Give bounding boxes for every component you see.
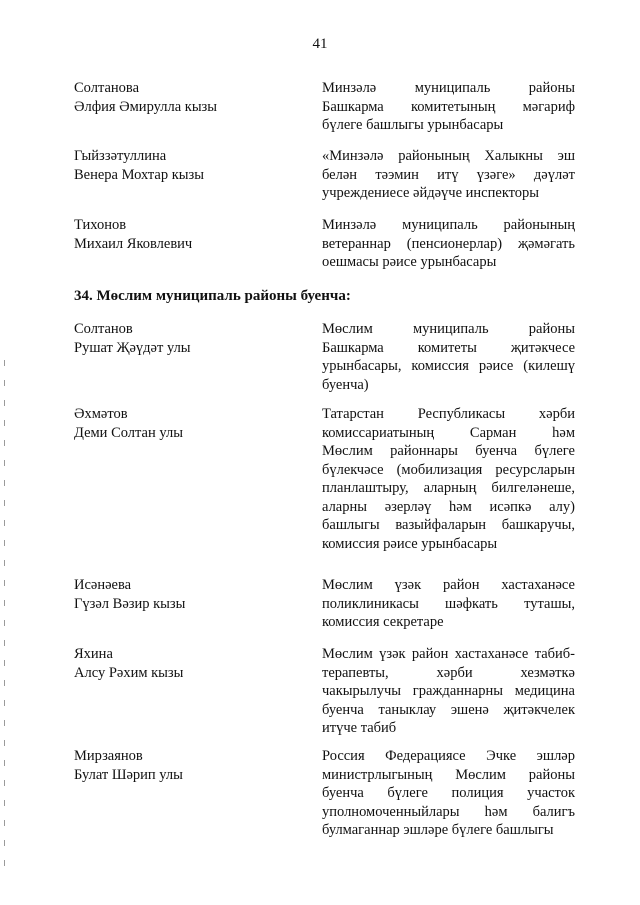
role-line: уполномоченныйлары һәм балигъ (322, 803, 575, 820)
role-line: терапевты, хәрби хезмәткә (322, 664, 575, 681)
role-line: поликлиникасы шәфкать туташы, (322, 595, 575, 612)
role-line: планлаштыру, аларның билгеләнеше, (322, 480, 575, 496)
role-line: бүлекчәсе (мобилизация ресурсларын (322, 461, 575, 478)
role-line: Татарстан Республикасы хәрби (322, 406, 575, 422)
surname: Исәнәева (74, 577, 132, 593)
role-line: аларны әзерләү һәм исәпкә алу) (322, 498, 575, 515)
member-role (322, 216, 575, 272)
given-name: Венера Мохтар кызы (74, 166, 205, 183)
member-name (74, 747, 294, 784)
given-name: Булат Шәрип улы (74, 766, 183, 783)
given-name: Рушат Җәүдәт улы (74, 339, 191, 356)
member-role (322, 645, 575, 738)
role-line: учреждениесе әйдәүче инспекторы (322, 185, 540, 201)
member-role (322, 79, 575, 135)
role-line: Мөслим муниципаль районы (322, 321, 575, 337)
given-name: Алсу Рәхим кызы (74, 664, 184, 681)
member-name (74, 320, 294, 357)
role-line: буенча бүлеге полиция участок (322, 785, 575, 801)
role-line: министрлыгының Мөслим районы (322, 766, 575, 783)
role-line: Минзәлә муниципаль районы (322, 80, 575, 96)
surname: Тихонов (74, 217, 127, 233)
role-line: Мөслим районнары буенча бүлеге (322, 443, 575, 459)
member-role (322, 320, 575, 394)
role-line: белән тәэмин итү үзәге» дәүләт (322, 166, 575, 183)
given-name: Әлфия Әмирулла кызы (74, 98, 218, 115)
given-name: Гүзәл Вәзир кызы (74, 595, 186, 612)
surname: Яхина (74, 646, 113, 662)
role-line: комиссия секретаре (322, 614, 444, 630)
surname: Мирзаянов (74, 748, 143, 764)
page-number: 41 (312, 36, 328, 52)
role-line: урынбасары, комиссия рәисе (килешү (322, 358, 575, 374)
member-name (74, 645, 294, 682)
member-name (74, 147, 294, 184)
role-line: комиссия рәисе урынбасары (322, 535, 498, 552)
role-line: оешмасы рәисе урынбасары (322, 254, 497, 270)
role-line: булмаганнар эшләре бүлеге башлыгы (322, 822, 554, 838)
member-name (74, 576, 294, 613)
role-line: комиссариатының Сарман һәм (322, 424, 575, 441)
surname: Гыйззәтуллина (74, 148, 167, 164)
surname: Солтанов (74, 321, 133, 337)
member-role (322, 405, 575, 553)
given-name: Деми Солтан улы (74, 424, 183, 441)
member-name (74, 405, 294, 442)
scan-margin-marks (4, 360, 6, 880)
role-line: башлыгы вазыйфаларын башкаручы, (322, 517, 575, 533)
role-line: бүлеге башлыгы урынбасары (322, 117, 504, 133)
role-line: Россия Федерациясе Эчке эшләр (322, 748, 575, 764)
section-heading: 34. Мөслим муниципаль районы буенча: (74, 288, 351, 304)
member-name (74, 216, 294, 253)
role-line: Башкарма комитеты җитәкчесе (322, 339, 575, 356)
surname: Солтанова (74, 80, 140, 96)
role-line: Минзәлә муниципаль районының (322, 217, 575, 233)
role-line: буенча таныклау эшенә җитәкчелек (322, 701, 575, 718)
surname: Әхмәтов (74, 406, 128, 422)
member-role (322, 147, 575, 203)
role-line: буенча) (322, 376, 369, 393)
member-name (74, 79, 294, 116)
role-line: Мөслим үзәк район хастаханәсе табиб- (322, 646, 575, 662)
role-line: чакырылучы гражданнарны медицина (322, 683, 575, 699)
role-line: Мөслим үзәк район хастаханәсе (322, 577, 575, 593)
role-line: Башкарма комитетының мәгариф (322, 98, 575, 115)
member-role (322, 576, 575, 632)
role-line: «Минзәлә районының Халыкны эш (322, 148, 575, 164)
given-name: Михаил Яковлевич (74, 235, 193, 252)
role-line: итүче табиб (322, 720, 397, 736)
member-role (322, 747, 575, 840)
role-line: ветераннар (пенсионерлар) җәмәгать (322, 235, 575, 252)
